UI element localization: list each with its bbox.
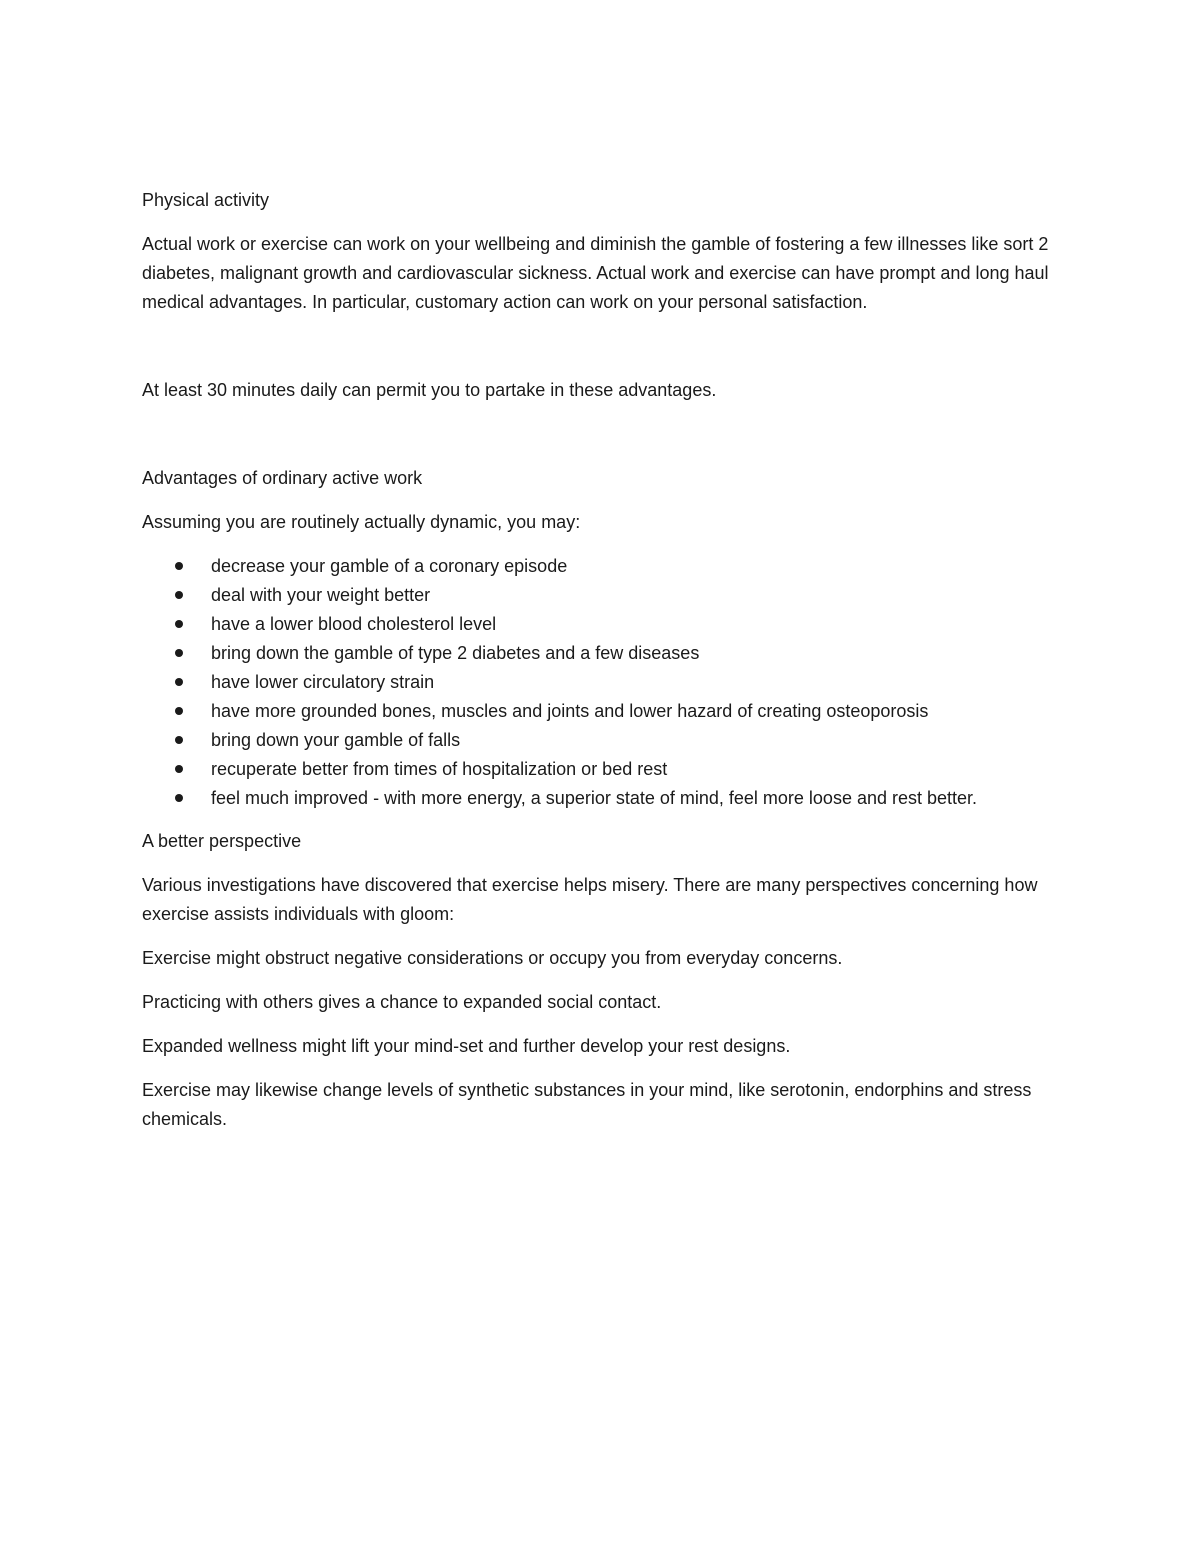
blank-line bbox=[142, 332, 1062, 376]
bullet-icon bbox=[175, 678, 183, 686]
bullet-icon bbox=[175, 562, 183, 570]
document-title: Physical activity bbox=[142, 190, 270, 210]
list-item bbox=[142, 610, 1062, 639]
list-item bbox=[142, 784, 1062, 813]
bullet-icon bbox=[175, 765, 183, 773]
list-item-text: bring down your gamble of falls bbox=[211, 730, 461, 750]
list-item-text: have lower circulatory strain bbox=[211, 672, 435, 692]
list-item-text: decrease your gamble of a coronary episode bbox=[211, 556, 568, 576]
bullet-icon bbox=[175, 649, 183, 657]
list-item bbox=[142, 668, 1062, 697]
intro-paragraph: Actual work or exercise can work on your wellbeing and diminish the gamble of fostering a few illnesses like sort 2 diabetes, malignant growth and cardiovascular sickness. Actual work and exercise can have prompt and long haul medical advantages. In particular, customary action can work on your personal satisfaction. bbox=[142, 234, 1049, 312]
list-item bbox=[142, 639, 1062, 668]
advantages-lead: Assuming you are routinely actually dynamic, you may: bbox=[142, 512, 581, 532]
list-item-text: deal with your weight better bbox=[211, 585, 431, 605]
bullet-icon bbox=[175, 707, 183, 715]
perspective-paragraph: Various investigations have discovered that exercise helps misery. There are many perspectives concerning how exercise assists individuals with gloom: bbox=[142, 875, 1038, 924]
perspective-point: Exercise might obstruct negative considerations or occupy you from everyday concerns. bbox=[142, 948, 843, 968]
list-item-text: have a lower blood cholesterol level bbox=[211, 614, 497, 634]
perspective-heading: A better perspective bbox=[142, 831, 302, 851]
bullet-icon bbox=[175, 620, 183, 628]
bullet-icon bbox=[175, 591, 183, 599]
blank-line bbox=[142, 420, 1062, 464]
list-item bbox=[142, 581, 1062, 610]
list-item-text: have more grounded bones, muscles and joints and lower hazard of creating osteoporosis bbox=[211, 701, 929, 721]
perspective-point: Practicing with others gives a chance to expanded social contact. bbox=[142, 992, 662, 1012]
list-item-text: bring down the gamble of type 2 diabetes and a few diseases bbox=[211, 643, 700, 663]
list-item bbox=[142, 552, 1062, 581]
minutes-paragraph: At least 30 minutes daily can permit you to partake in these advantages. bbox=[142, 380, 717, 400]
bullet-icon bbox=[175, 794, 183, 802]
list-item-text: recuperate better from times of hospitalization or bed rest bbox=[211, 759, 668, 779]
advantages-list bbox=[142, 552, 1062, 813]
document-page bbox=[142, 186, 1062, 1149]
bullet-icon bbox=[175, 736, 183, 744]
list-item bbox=[142, 697, 1062, 726]
perspective-point: Exercise may likewise change levels of synthetic substances in your mind, like serotonin, endorphins and stress chemicals. bbox=[142, 1080, 1032, 1129]
list-item bbox=[142, 755, 1062, 784]
advantages-heading: Advantages of ordinary active work bbox=[142, 468, 423, 488]
list-item bbox=[142, 726, 1062, 755]
list-item-text: feel much improved - with more energy, a superior state of mind, feel more loose and rest better. bbox=[211, 788, 978, 808]
perspective-point: Expanded wellness might lift your mind-set and further develop your rest designs. bbox=[142, 1036, 791, 1056]
